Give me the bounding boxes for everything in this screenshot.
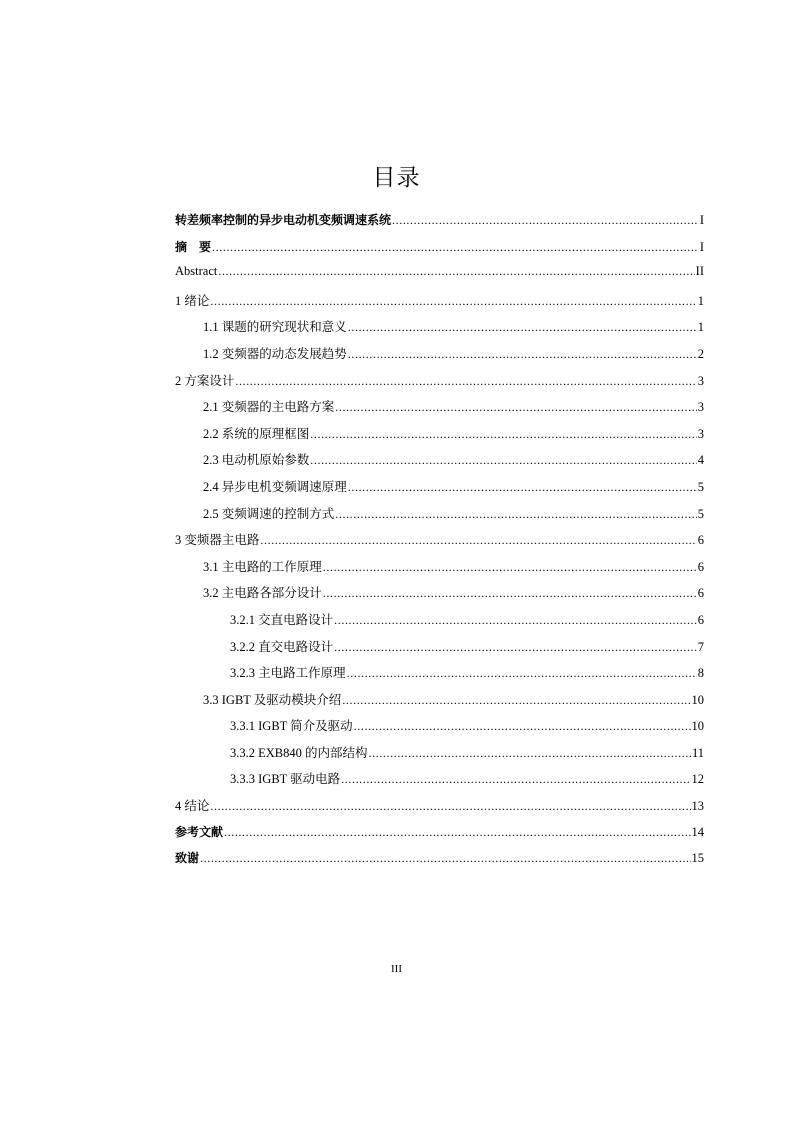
toc-entry-title: 3.3.1 IGBT 简介及驱动 <box>230 719 353 734</box>
toc-leader-dots <box>310 453 696 468</box>
table-of-contents <box>175 211 704 876</box>
toc-entry[interactable] <box>175 504 704 531</box>
toc-entry-page: 14 <box>691 824 704 839</box>
toc-leader-dots <box>260 533 696 548</box>
toc-entry-title: 2.5 变频调速的控制方式 <box>203 506 335 521</box>
toc-entry[interactable] <box>175 716 704 743</box>
toc-entry[interactable] <box>175 583 704 610</box>
toc-entry[interactable] <box>175 823 704 850</box>
toc-entry-title: 3.3.3 IGBT 驱动电路 <box>230 772 341 787</box>
toc-leader-dots <box>347 666 697 681</box>
toc-entry-page: 6 <box>697 612 704 627</box>
toc-entry[interactable] <box>175 450 704 477</box>
toc-entry[interactable] <box>175 264 704 291</box>
toc-entry[interactable] <box>175 344 704 371</box>
toc-entry-page: I <box>699 213 704 227</box>
toc-entry-title: 3.2.3 主电路工作原理 <box>230 666 346 681</box>
toc-entry-title: 3.2 主电路各部分设计 <box>203 586 322 601</box>
toc-entry-title: 3.3.2 EXB840 的内部结构 <box>230 745 368 760</box>
toc-entry-page: 3 <box>697 426 704 441</box>
toc-leader-dots <box>310 427 696 442</box>
toc-entry[interactable] <box>175 690 704 717</box>
toc-entry[interactable] <box>175 397 704 424</box>
toc-leader-dots <box>369 746 691 761</box>
toc-entry-page: 12 <box>691 772 704 787</box>
toc-entry-title: 2.2 系统的原理框图 <box>203 426 310 441</box>
toc-leader-dots <box>224 825 690 840</box>
toc-entry-page: 6 <box>697 533 704 548</box>
toc-entry[interactable] <box>175 743 704 770</box>
toc-entry[interactable] <box>175 238 704 265</box>
toc-leader-dots <box>348 320 697 335</box>
toc-leader-dots <box>348 480 697 495</box>
toc-entry-page: 5 <box>697 506 704 521</box>
toc-entry-page: 5 <box>697 479 704 494</box>
toc-entry[interactable] <box>175 291 704 318</box>
toc-entry-page: 3 <box>697 373 704 388</box>
toc-entry-title: 3.2.2 直交电路设计 <box>230 639 334 654</box>
toc-entry-title: Abstract <box>175 264 218 279</box>
toc-leader-dots <box>392 213 699 228</box>
toc-entry-title: 1.2 变频器的动态发展趋势 <box>203 346 347 361</box>
toc-entry-title: 4 结论 <box>175 799 210 814</box>
toc-leader-dots <box>210 799 690 814</box>
toc-entry-page: I <box>699 239 704 254</box>
toc-entry[interactable] <box>175 477 704 504</box>
toc-entry-title: 摘 要 <box>175 239 212 254</box>
toc-leader-dots <box>323 560 697 575</box>
toc-entry-page: 10 <box>691 719 704 734</box>
toc-entry-page: 1 <box>697 320 704 335</box>
toc-leader-dots <box>218 264 694 279</box>
toc-entry-page: 11 <box>691 745 704 760</box>
toc-entry[interactable] <box>175 211 704 238</box>
toc-entry-page: 15 <box>691 851 704 866</box>
toc-entry-page: 13 <box>691 799 704 814</box>
toc-entry-page: 10 <box>691 692 704 707</box>
toc-entry[interactable] <box>175 557 704 584</box>
page-number: III <box>391 963 402 975</box>
toc-entry-title: 2.3 电动机原始参数 <box>203 453 310 468</box>
toc-entry-page: 7 <box>697 639 704 654</box>
toc-entry[interactable] <box>175 424 704 451</box>
toc-entry-title: 1.1 课题的研究现状和意义 <box>203 320 347 335</box>
toc-entry-page: 2 <box>697 346 704 361</box>
toc-entry[interactable] <box>175 610 704 637</box>
toc-entry-title: 3.3 IGBT 及驱动模块介绍 <box>203 692 342 707</box>
toc-entry-page: 8 <box>697 666 704 681</box>
toc-entry-title: 致谢 <box>175 851 200 866</box>
toc-entry-page: II <box>695 264 704 279</box>
toc-entry[interactable] <box>175 637 704 664</box>
toc-leader-dots <box>335 400 696 415</box>
toc-entry[interactable] <box>175 769 704 796</box>
toc-leader-dots <box>334 613 697 628</box>
toc-leader-dots <box>323 586 697 601</box>
toc-entry-page: 6 <box>697 586 704 601</box>
toc-leader-dots <box>335 507 696 522</box>
toc-entry-page: 3 <box>697 400 704 415</box>
toc-entry[interactable] <box>175 530 704 557</box>
toc-entry-title: 1 绪论 <box>175 293 210 308</box>
toc-entry-page: 1 <box>697 293 704 308</box>
toc-entry-title: 3.1 主电路的工作原理 <box>203 559 322 574</box>
toc-entry-title: 2 方案设计 <box>175 373 235 388</box>
toc-leader-dots <box>341 772 690 787</box>
toc-entry[interactable] <box>175 371 704 398</box>
toc-entry[interactable] <box>175 317 704 344</box>
toc-entry-title: 参考文献 <box>175 824 224 839</box>
toc-entry-page: 6 <box>697 559 704 574</box>
toc-leader-dots <box>200 851 690 866</box>
toc-entry[interactable] <box>175 663 704 690</box>
toc-leader-dots <box>348 347 697 362</box>
toc-entry[interactable] <box>175 796 704 823</box>
toc-entry-title: 3.2.1 交直电路设计 <box>230 612 334 627</box>
toc-entry-title: 2.1 变频器的主电路方案 <box>203 400 335 415</box>
toc-entry-title: 转差频率控制的异步电动机变频调速系统 <box>175 213 392 227</box>
toc-leader-dots <box>342 693 690 708</box>
toc-leader-dots <box>235 374 696 389</box>
toc-leader-dots <box>212 240 699 255</box>
page-title: 目录 <box>372 165 421 191</box>
toc-entry[interactable] <box>175 849 704 876</box>
toc-leader-dots <box>334 640 697 655</box>
toc-leader-dots <box>354 719 691 734</box>
toc-entry-page: 4 <box>697 453 704 468</box>
toc-entry-title: 3 变频器主电路 <box>175 533 260 548</box>
toc-leader-dots <box>210 294 696 309</box>
toc-entry-title: 2.4 异步电机变频调速原理 <box>203 479 347 494</box>
